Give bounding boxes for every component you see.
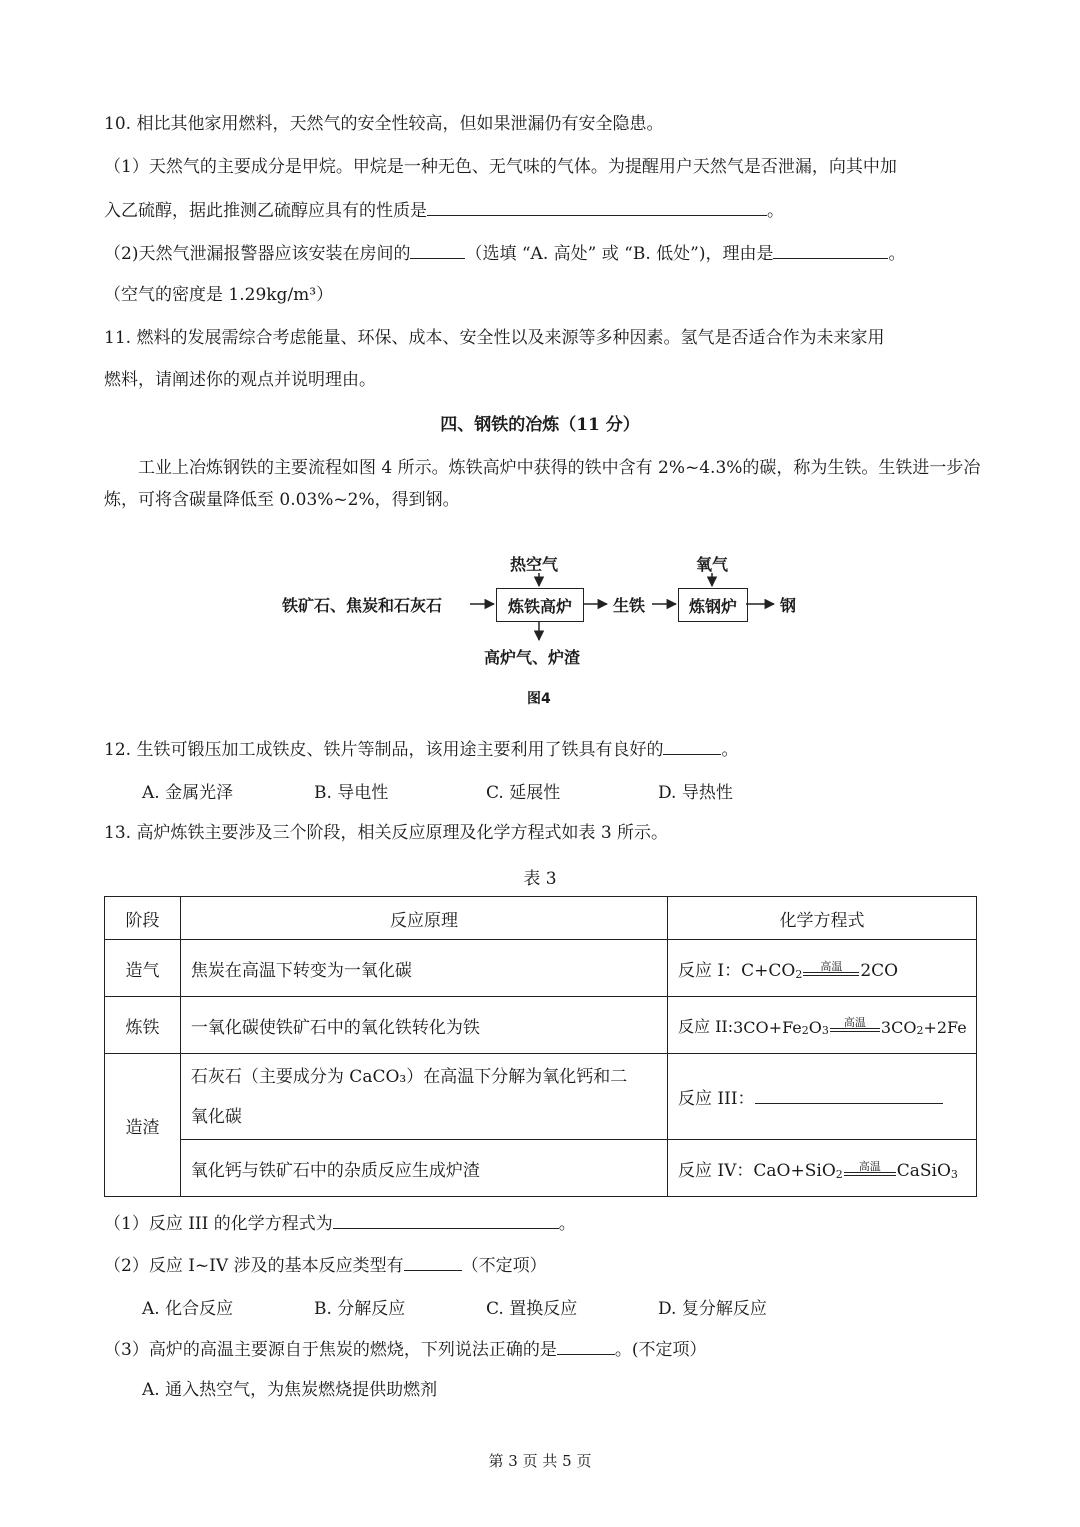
punct: 。 <box>888 244 906 264</box>
q13-sub2-option-a[interactable]: A. 化合反应 <box>142 1299 234 1319</box>
q10-stem: 10. 相比其他家用燃料，天然气的安全性较高，但如果泄漏仍有安全隐患。 <box>104 114 664 134</box>
q12-option-a[interactable]: A. 金属光泽 <box>142 783 234 803</box>
table-row <box>105 1140 977 1197</box>
section4-intro: 工业上冶炼钢铁的主要流程如图 4 所示。炼铁高炉中获得的铁中含有 2%~4.3%的碳，称为生铁。生铁进一步冶炼，可将含碳量降低至 0.03%~2%，得到钢。 <box>104 458 981 510</box>
section4-title: 四、钢铁的冶炼（11 分） <box>440 415 640 435</box>
q13-sub2-option-b[interactable]: B. 分解反应 <box>314 1299 406 1319</box>
eq-lhs: 3CO+Fe <box>733 1017 802 1037</box>
figure4-caption: 图4 <box>527 691 551 707</box>
q13-sub2-blank[interactable] <box>404 1252 462 1271</box>
equation-4 <box>678 1156 958 1181</box>
equation-cell <box>668 1054 977 1140</box>
eq-label: 反应 I： <box>678 960 742 981</box>
q12-option-d[interactable]: D. 导热性 <box>658 783 733 803</box>
q13-sub2-option-c[interactable]: C. 置换反应 <box>486 1299 578 1319</box>
q13-sub1 <box>104 1210 980 1236</box>
punct: 。 <box>721 740 739 760</box>
q10-part2 <box>104 240 980 266</box>
equation-cell <box>668 1140 977 1197</box>
q13-stem: 13. 高炉炼铁主要涉及三个阶段，相关反应原理及化学方程式如表 3 所示。 <box>104 823 669 843</box>
eq-rhs: 2CO <box>860 960 899 981</box>
eq-sub: 2 <box>916 1023 924 1037</box>
eq-sub: 2 <box>835 1167 843 1181</box>
q10-part1-line2 <box>104 197 980 223</box>
eq-label: 反应 II: <box>678 1016 734 1036</box>
q10-part1-text: 入乙硫醇，据此推测乙硫醇应具有的性质是 <box>104 201 427 221</box>
flow-oxygen-label: 氧气 <box>696 555 729 574</box>
q10-part2-text-a: （2)天然气泄漏报警器应该安装在房间的 <box>104 244 411 264</box>
eq-rhs: +2Fe <box>923 1017 967 1037</box>
eq-sub: 3 <box>950 1167 958 1181</box>
eq-lhs: O <box>808 1017 822 1037</box>
q10-part2-reason-blank[interactable] <box>773 240 888 259</box>
q12-option-c[interactable]: C. 延展性 <box>486 783 561 803</box>
stage-cell: 造气 <box>105 940 181 997</box>
reaction3-blank[interactable] <box>755 1085 943 1104</box>
q13-sub3-option-a[interactable]: A. 通入热空气，为焦炭燃烧提供助燃剂 <box>142 1380 438 1400</box>
principle-line: 石灰石（主要成分为 CaCO₃）在高温下分解为氧化钙和二 <box>190 1066 628 1087</box>
q13-sub3-blank[interactable] <box>557 1336 615 1355</box>
eq-sub: 3 <box>821 1023 829 1037</box>
table-row <box>105 940 977 997</box>
stage-cell: 炼铁 <box>105 997 181 1054</box>
q13-sub2-option-d[interactable]: D. 复分解反应 <box>658 1299 767 1319</box>
principle-line: 氧化碳 <box>190 1106 242 1127</box>
eq-sub: 2 <box>795 967 803 981</box>
condition-sign <box>803 961 859 981</box>
q13-sub1-text: （1）反应 III 的化学方程式为 <box>104 1214 333 1234</box>
table-row <box>105 1054 977 1140</box>
equation-cell <box>668 997 977 1054</box>
q13-sub3-note: 。(不定项） <box>614 1340 707 1360</box>
eq-lhs: C+CO <box>741 960 796 981</box>
header-equation: 化学方程式 <box>668 897 977 940</box>
double-line <box>830 1028 880 1032</box>
condition-text: 高温 <box>820 959 843 973</box>
flow-output-label: 高炉气、炉渣 <box>484 648 581 667</box>
principle-cell: 焦炭在高温下转变为一氧化碳 <box>180 940 667 997</box>
principle-cell: 氧化钙与铁矿石中的杂质反应生成炉渣 <box>180 1140 667 1197</box>
equation-cell <box>668 940 977 997</box>
q12-stem <box>104 736 980 762</box>
flow-pig-iron-label: 生铁 <box>613 596 646 615</box>
stage-cell: 造渣 <box>105 1054 181 1197</box>
eq-sub: 2 <box>801 1023 809 1037</box>
double-line <box>844 1172 896 1176</box>
q12-stem-text: 12. 生铁可锻压加工成铁皮、铁片等制品，该用途主要利用了铁具有良好的 <box>104 740 664 760</box>
equation-2 <box>678 1014 967 1037</box>
eq-rhs: CaSiO <box>896 1160 951 1181</box>
q10-air-density-note: （空气的密度是 1.29kg/m³） <box>104 285 334 305</box>
q13-sub1-blank[interactable] <box>333 1210 559 1229</box>
double-line <box>803 972 859 976</box>
q10-part1-answer-blank[interactable] <box>427 197 767 216</box>
condition-text: 高温 <box>858 1159 881 1173</box>
condition-sign <box>844 1161 896 1181</box>
punct: 。 <box>767 201 784 221</box>
flow-hot-air-label: 热空气 <box>510 555 559 574</box>
table3 <box>104 896 977 1197</box>
q13-sub3-text: （3）高炉的高温主要源自于焦炭的燃烧，下列说法正确的是 <box>104 1340 557 1360</box>
condition-sign <box>830 1017 880 1037</box>
q12-option-b[interactable]: B. 导电性 <box>314 783 389 803</box>
q10-part2-choice-blank[interactable] <box>410 240 465 259</box>
punct: 。 <box>558 1214 576 1234</box>
q13-sub2-note: （不定项） <box>461 1256 547 1276</box>
principle-cell: 一氧化碳使铁矿石中的氧化铁转化为铁 <box>180 997 667 1054</box>
blast-furnace-box: 炼铁高炉 <box>496 588 584 622</box>
condition-text: 高温 <box>843 1015 866 1029</box>
q12-answer-blank[interactable] <box>663 736 721 755</box>
q13-sub2-options <box>142 1294 830 1319</box>
flow-steel-label: 钢 <box>780 596 797 615</box>
flow-input-label: 铁矿石、焦炭和石灰石 <box>282 596 443 615</box>
q13-sub3 <box>104 1336 980 1362</box>
table-header-row <box>105 897 977 940</box>
eq-label: 反应 IV： <box>678 1160 754 1181</box>
q13-sub2 <box>104 1252 980 1278</box>
principle-cell <box>180 1054 667 1140</box>
q10-part2-text-b: （选填 “A. 高处” 或 “B. 低处”)，理由是 <box>465 244 774 264</box>
eq-label: 反应 III： <box>678 1089 755 1109</box>
q10-part1-line1: （1）天然气的主要成分是甲烷。甲烷是一种无色、无气味的气体。为提醒用户天然气是否泄漏，向其中加 <box>104 157 897 177</box>
steel-furnace-box: 炼钢炉 <box>678 588 748 622</box>
header-principle: 反应原理 <box>180 897 667 940</box>
table-row <box>105 997 977 1054</box>
q11-line1: 11. 燃料的发展需综合考虑能量、环保、成本、安全性以及来源等多种因素。氢气是否适合作为未来家用 <box>104 328 885 348</box>
header-stage: 阶段 <box>105 897 181 940</box>
table3-caption: 表 3 <box>523 869 557 889</box>
q11-line2: 燃料，请阐述你的观点并说明理由。 <box>104 370 376 390</box>
q13-sub2-text: （2）反应 I~IV 涉及的基本反应类型有 <box>104 1256 404 1276</box>
page-footer: 第 3 页 共 5 页 <box>488 1452 592 1470</box>
eq-lhs: CaO+SiO <box>753 1160 836 1181</box>
q12-options <box>142 778 830 803</box>
eq-rhs: 3CO <box>880 1017 917 1037</box>
equation-1 <box>678 956 898 981</box>
